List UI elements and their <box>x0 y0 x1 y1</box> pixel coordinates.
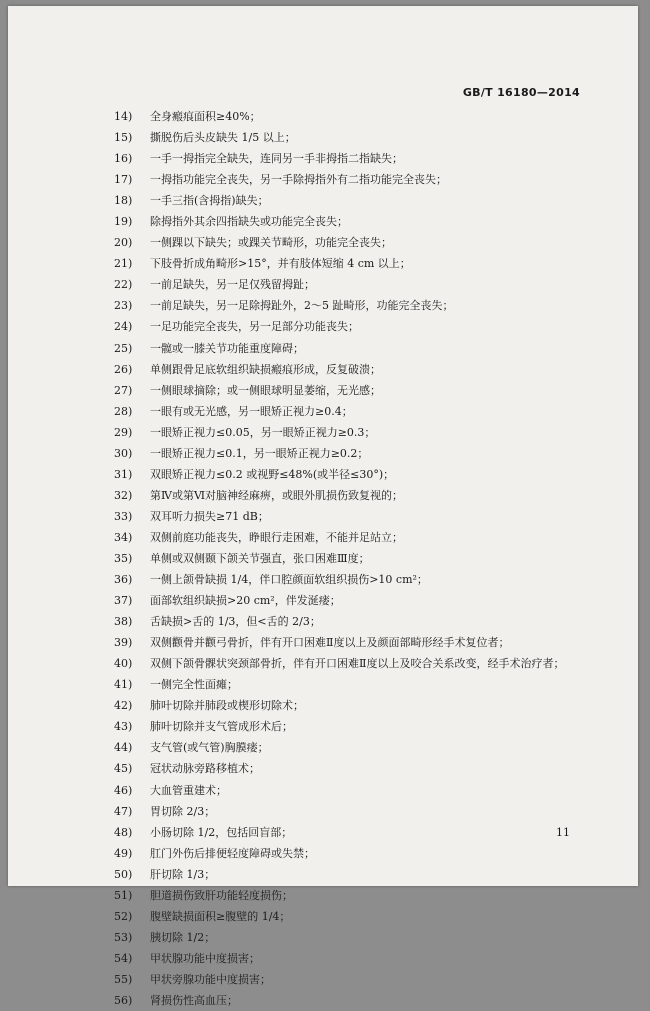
item-number: 55) <box>114 972 133 986</box>
list-item <box>114 338 594 359</box>
item-list <box>114 106 594 1011</box>
item-number: 46) <box>114 783 133 797</box>
item-text: 一前足缺失，另一足除拇趾外，2～5 趾畸形，功能完全丧失； <box>150 299 454 313</box>
item-text: 双侧颧骨并颧弓骨折，伴有开口困难Ⅱ度以上及颜面部畸形经手术复位者； <box>150 636 510 650</box>
item-text: 一眼有或无光感，另一眼矫正视力≥0.4； <box>150 404 353 418</box>
item-text: 一拇指功能完全丧失，另一手除拇指外有二指功能完全丧失； <box>150 173 447 187</box>
item-text: 全身瘢痕面积≥40%； <box>150 110 261 123</box>
item-number: 24) <box>114 320 133 334</box>
item-number: 50) <box>114 867 133 881</box>
item-number: 54) <box>114 951 133 965</box>
list-item <box>114 843 594 864</box>
item-number: 31) <box>114 467 133 481</box>
item-text: 大血管重建术； <box>150 783 227 797</box>
list-item <box>114 359 594 380</box>
item-text: 双耳听力损失≥71 dB； <box>150 509 269 523</box>
item-number: 56) <box>114 993 133 1007</box>
item-number: 34) <box>114 530 133 544</box>
item-text: 肾损伤性高血压； <box>150 993 238 1007</box>
list-item <box>114 969 594 990</box>
item-text: 双眼矫正视力≤0.2 或视野≤48%(或半径≤30°)； <box>150 467 395 481</box>
item-number: 35) <box>114 551 133 565</box>
standard-number: GB/T 16180—2014 <box>462 86 580 99</box>
item-text: 支气管(或气管)胸膜瘘； <box>150 741 269 755</box>
item-number: 38) <box>114 615 133 629</box>
item-number: 32) <box>114 488 133 502</box>
item-number: 52) <box>114 909 133 923</box>
item-text: 舌缺损>舌的 1/3，但<舌的 2/3； <box>150 615 321 629</box>
list-item <box>114 674 594 695</box>
document-page <box>8 6 638 1007</box>
item-text: 第Ⅳ或第Ⅵ对脑神经麻痹，或眼外肌损伤致复视的； <box>150 488 404 502</box>
item-number: 15) <box>114 131 133 145</box>
item-text: 一眼矫正视力≤0.1，另一眼矫正视力≥0.2； <box>150 446 369 460</box>
item-number: 36) <box>114 573 133 587</box>
item-number: 40) <box>114 657 133 671</box>
item-text: 一眼矫正视力≤0.05，另一眼矫正视力≥0.3； <box>150 425 376 439</box>
item-number: 21) <box>114 257 133 271</box>
list-item <box>114 148 594 169</box>
list-item <box>114 801 594 822</box>
item-number: 47) <box>114 804 133 818</box>
item-text: 胰切除 1/2； <box>150 930 216 944</box>
list-item <box>114 253 594 274</box>
list-item <box>114 443 594 464</box>
list-item <box>114 190 594 211</box>
list-item <box>114 990 594 1011</box>
item-number: 44) <box>114 741 133 755</box>
item-text: 双侧前庭功能丧失，睁眼行走困难，不能并足站立； <box>150 530 403 544</box>
list-item <box>114 527 594 548</box>
item-number: 23) <box>114 299 133 313</box>
item-number: 41) <box>114 678 133 692</box>
item-text: 肺叶切除并肺段或楔形切除术； <box>150 699 304 713</box>
item-text: 一侧上颌骨缺损 1/4，伴口腔颜面软组织损伤>10 cm²； <box>150 573 428 587</box>
list-item <box>114 295 594 316</box>
item-text: 一足功能完全丧失，另一足部分功能丧失； <box>150 320 359 334</box>
list-item <box>114 548 594 569</box>
item-text: 一侧眼球摘除；或一侧眼球明显萎缩，无光感； <box>150 383 381 397</box>
item-number: 28) <box>114 404 133 418</box>
item-number: 45) <box>114 762 133 776</box>
item-number: 26) <box>114 362 133 376</box>
item-text: 一手三指(含拇指)缺失； <box>150 194 269 208</box>
item-text: 除拇指外其余四指缺失或功能完全丧失； <box>150 215 348 229</box>
list-item <box>114 906 594 927</box>
item-number: 27) <box>114 383 133 397</box>
item-text: 肺叶切除并支气管成形术后； <box>150 720 293 734</box>
item-text: 甲状腺功能中度损害； <box>150 951 260 965</box>
list-item <box>114 106 594 127</box>
list-item <box>114 590 594 611</box>
item-number: 19) <box>114 215 133 229</box>
item-number: 53) <box>114 930 133 944</box>
list-item <box>114 316 594 337</box>
list-item <box>114 758 594 779</box>
item-number: 48) <box>114 825 133 839</box>
item-number: 43) <box>114 720 133 734</box>
item-text: 腹壁缺损面积≥腹壁的 1/4； <box>150 909 291 923</box>
item-text: 单侧跟骨足底软组织缺损瘢痕形成，反复破溃； <box>150 362 381 376</box>
list-item <box>114 506 594 527</box>
item-text: 肛门外伤后排便轻度障碍或失禁； <box>150 846 315 860</box>
item-number: 16) <box>114 152 133 166</box>
list-item <box>114 822 594 843</box>
item-text: 一侧完全性面瘫； <box>150 678 238 692</box>
item-number: 30) <box>114 446 133 460</box>
item-number: 22) <box>114 278 133 292</box>
item-text: 单侧或双侧颞下颌关节强直，张口困难Ⅲ度； <box>150 551 370 565</box>
item-text: 一手一拇指完全缺失，连同另一手非拇指二指缺失； <box>150 152 403 166</box>
item-text: 下肢骨折成角畸形>15°，并有肢体短缩 4 cm 以上； <box>150 257 411 271</box>
list-item <box>114 127 594 148</box>
list-item <box>114 695 594 716</box>
list-item <box>114 464 594 485</box>
list-item <box>114 716 594 737</box>
list-item <box>114 232 594 253</box>
list-item <box>114 169 594 190</box>
list-item <box>114 569 594 590</box>
item-number: 25) <box>114 341 133 355</box>
list-item <box>114 211 594 232</box>
item-number: 39) <box>114 636 133 650</box>
list-item <box>114 274 594 295</box>
item-number: 17) <box>114 173 133 187</box>
item-text: 冠状动脉旁路移植术； <box>150 762 260 776</box>
item-number: 42) <box>114 699 133 713</box>
item-number: 51) <box>114 888 133 902</box>
list-item <box>114 485 594 506</box>
list-item <box>114 864 594 885</box>
list-item <box>114 401 594 422</box>
list-item <box>114 885 594 906</box>
list-item <box>114 927 594 948</box>
item-text: 胃切除 2/3； <box>150 804 216 818</box>
item-number: 49) <box>114 846 133 860</box>
item-text: 肝切除 1/3； <box>150 867 216 881</box>
list-item <box>114 780 594 801</box>
list-item <box>114 611 594 632</box>
item-text: 小肠切除 1/2，包括回盲部； <box>150 825 293 839</box>
list-item <box>114 380 594 401</box>
item-text: 一髋或一膝关节功能重度障碍； <box>150 341 304 355</box>
item-text: 撕脱伤后头皮缺失 1/5 以上； <box>150 131 296 145</box>
item-number: 14) <box>114 110 133 123</box>
list-item <box>114 948 594 969</box>
item-text: 甲状旁腺功能中度损害； <box>150 972 271 986</box>
item-number: 29) <box>114 425 133 439</box>
list-item <box>114 422 594 443</box>
list-item <box>114 632 594 653</box>
list-item <box>114 653 594 674</box>
item-number: 33) <box>114 509 133 523</box>
item-number: 37) <box>114 594 133 608</box>
list-item <box>114 737 594 758</box>
page-number: 11 <box>556 826 570 839</box>
item-text: 双侧下颌骨髁状突颈部骨折，伴有开口困难Ⅱ度以上及咬合关系改变，经手术治疗者； <box>150 657 565 671</box>
item-text: 一侧踝以下缺失；或踝关节畸形，功能完全丧失； <box>150 236 392 250</box>
item-text: 胆道损伤致肝功能轻度损伤； <box>150 888 293 902</box>
item-number: 20) <box>114 236 133 250</box>
item-number: 18) <box>114 194 133 208</box>
item-text: 面部软组织缺损>20 cm²，伴发涎瘘； <box>150 594 341 608</box>
item-text: 一前足缺失，另一足仅残留拇趾； <box>150 278 315 292</box>
